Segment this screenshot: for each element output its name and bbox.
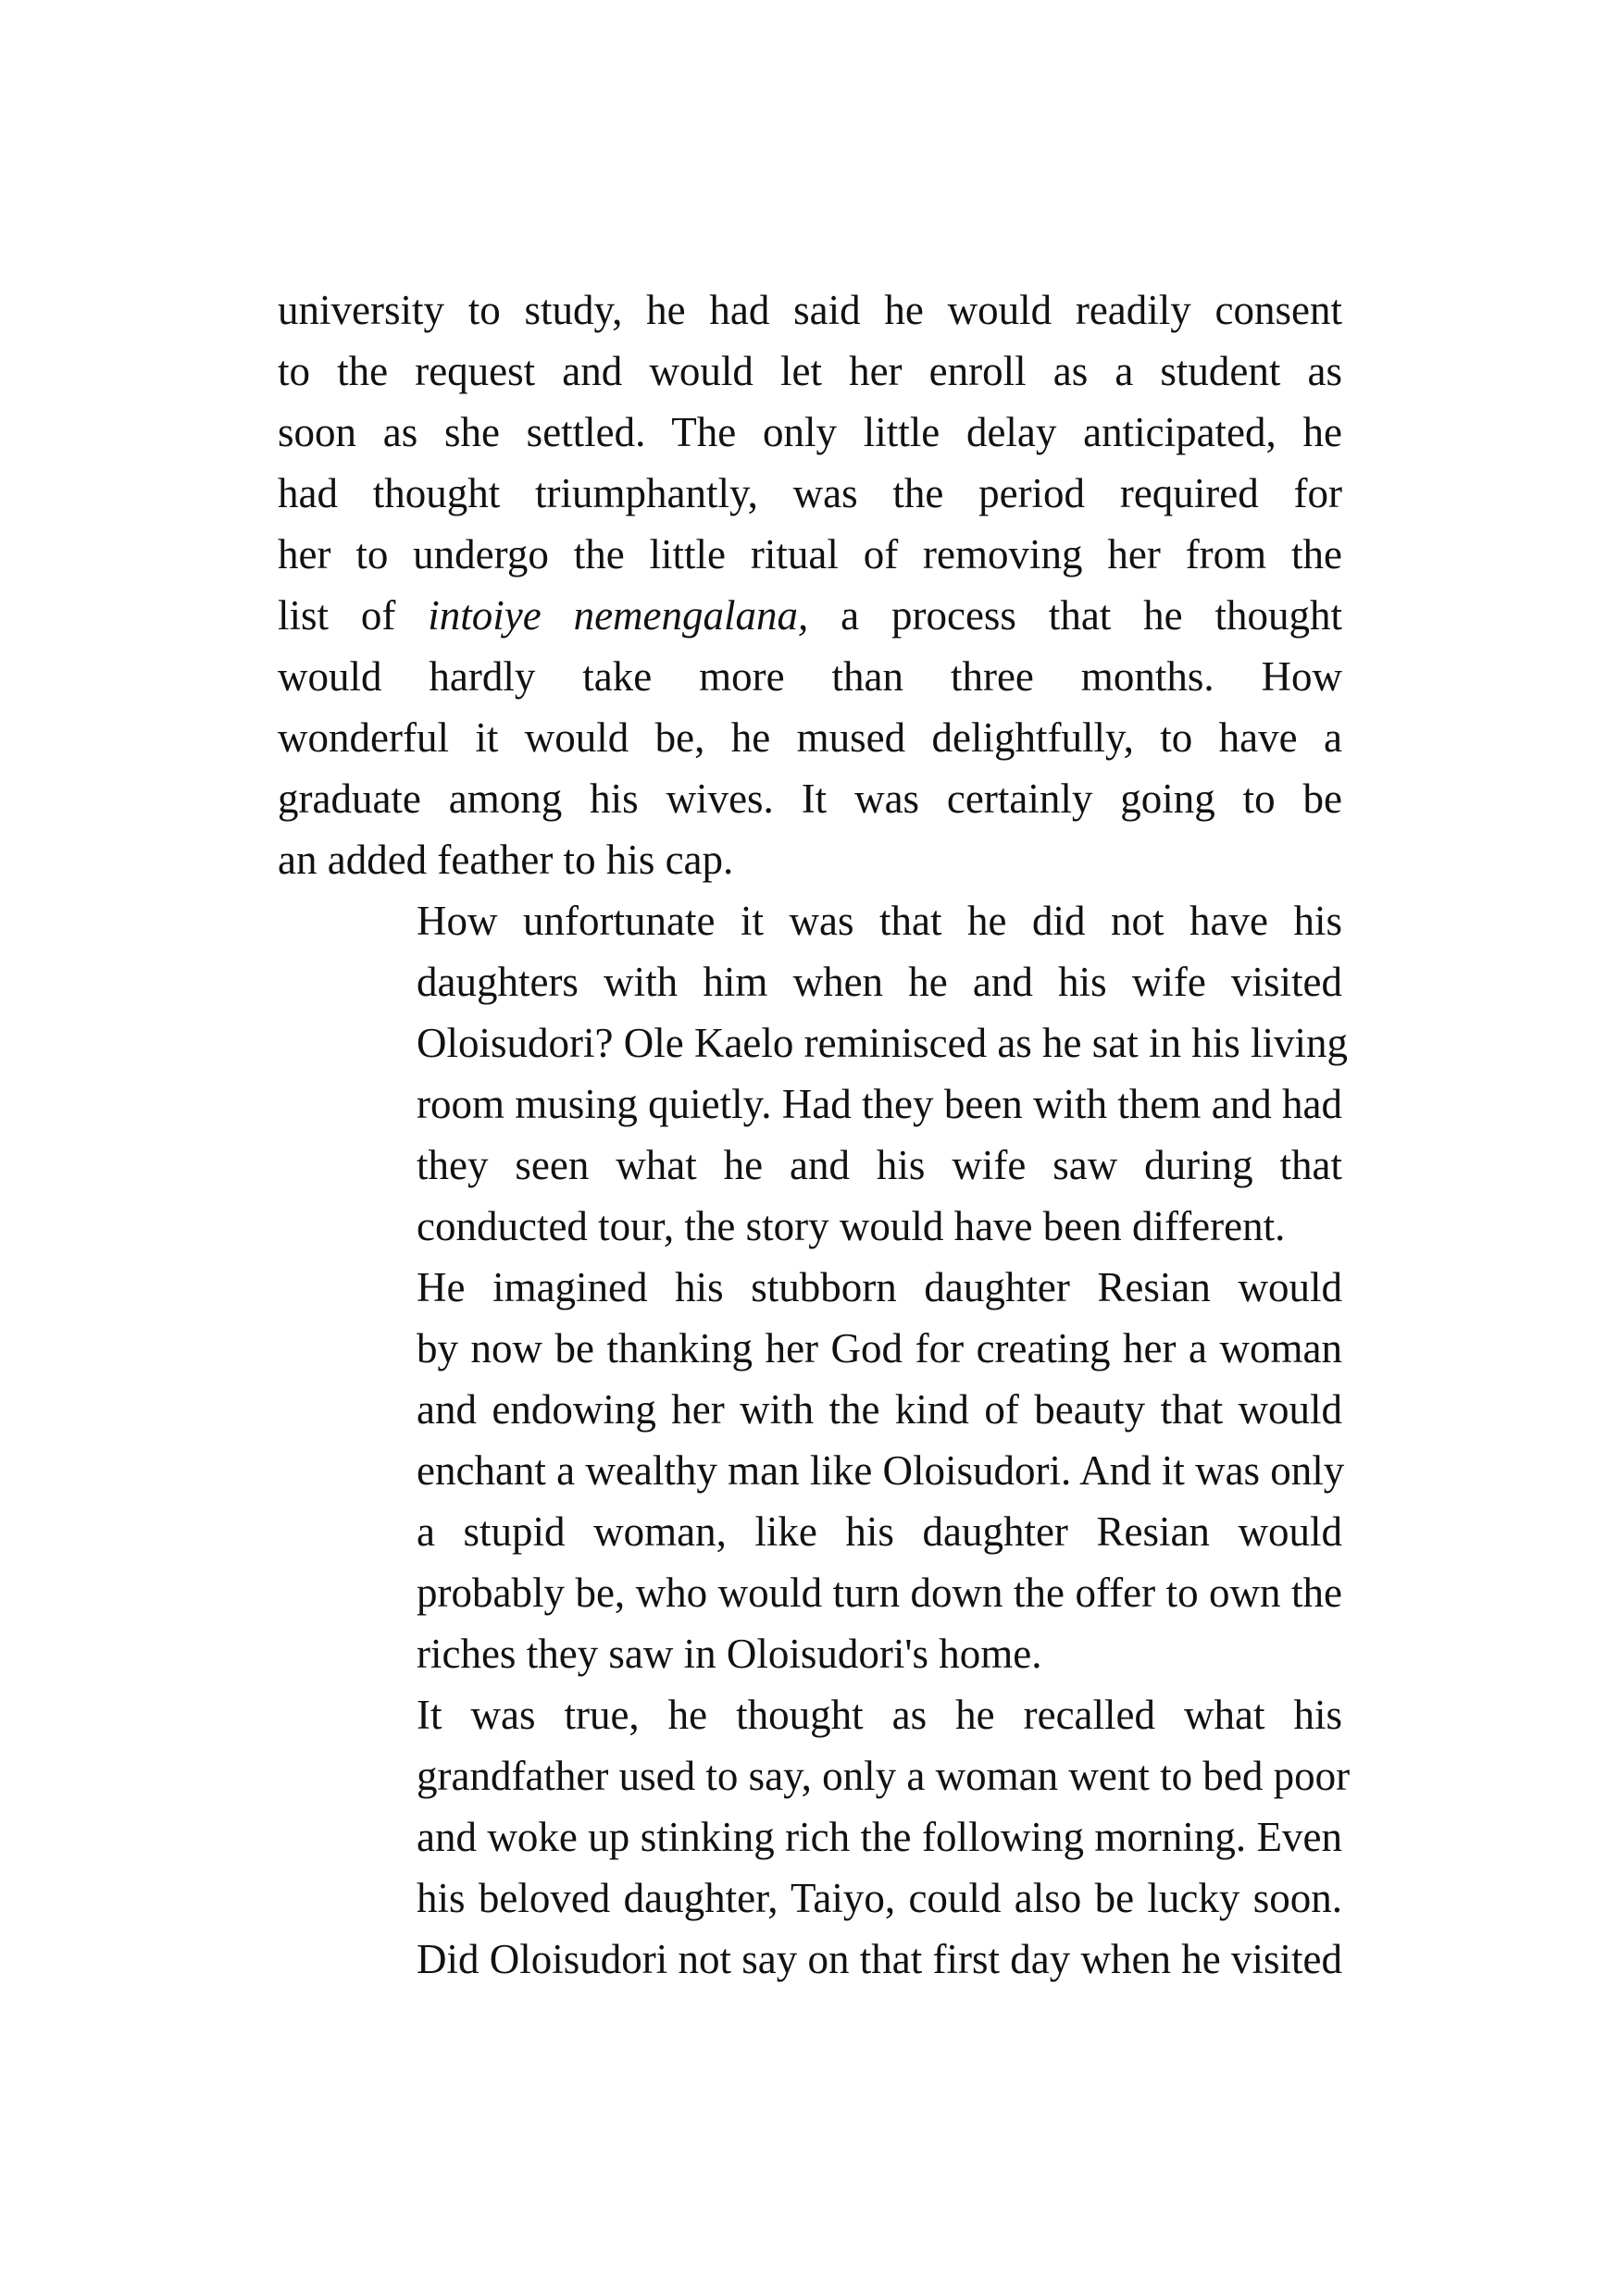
paragraph <box>278 1257 1345 1684</box>
text-line <box>278 951 1342 1012</box>
paragraph <box>278 1684 1351 1990</box>
text-segment: an added feather to his cap. <box>278 837 734 883</box>
text-segment: graduate among his wives. It was certainly going to be <box>278 776 1342 822</box>
text-line <box>278 1501 1342 1562</box>
text-segment: He imagined his stubborn daughter Resian would <box>417 1264 1342 1310</box>
text-segment: Oloisudori? Ole Kaelo reminisced as he sat in his living <box>417 1020 1349 1066</box>
text-line <box>278 646 1342 707</box>
text-segment: enchant a wealthy man like Oloisudori. And it was only <box>417 1447 1345 1494</box>
text-line <box>278 1562 1342 1623</box>
text-line <box>278 1196 1342 1257</box>
text-line <box>278 1806 1342 1868</box>
text-line <box>278 1929 1342 1990</box>
paragraph <box>278 279 1342 890</box>
text-line <box>278 768 1342 829</box>
text-segment: a process that he thought <box>808 592 1343 639</box>
text-line <box>278 524 1342 585</box>
text-segment: her to undergo the little ritual of removing her from the <box>278 531 1342 577</box>
body-text <box>278 279 1351 1990</box>
text-line <box>278 1135 1342 1196</box>
text-line <box>278 402 1342 463</box>
text-segment: How unfortunate it was that he did not have his <box>417 898 1342 944</box>
text-line <box>278 1012 1349 1074</box>
text-segment: his beloved daughter, Taiyo, could also be lucky soon. <box>417 1875 1342 1921</box>
text-line <box>278 279 1342 341</box>
text-segment: probably be, who would turn down the offer to own the <box>417 1570 1342 1616</box>
text-segment: they seen what he and his wife saw during that <box>417 1142 1342 1188</box>
text-line <box>278 1868 1342 1929</box>
text-segment: wonderful it would be, he mused delightfully, to have a <box>278 714 1342 761</box>
text-segment: would hardly take more than three months. How <box>278 653 1342 700</box>
text-segment: grandfather used to say, only a woman went to bed poor <box>417 1753 1351 1799</box>
text-line <box>278 585 1342 646</box>
text-line <box>278 1623 1342 1684</box>
text-line <box>278 463 1342 524</box>
text-line <box>278 1440 1345 1501</box>
text-segment: riches they saw in Oloisudori's home. <box>417 1631 1042 1677</box>
text-segment: had thought triumphantly, was the period required for <box>278 470 1342 516</box>
text-line <box>278 707 1342 768</box>
text-line <box>278 1074 1342 1135</box>
text-segment: soon as she settled. The only little delay anticipated, he <box>278 409 1342 455</box>
text-line <box>278 1379 1342 1440</box>
text-segment: daughters with him when he and his wife visited <box>417 959 1342 1005</box>
text-segment: university to study, he had said he would readily consent <box>278 287 1342 333</box>
text-line <box>278 1745 1351 1806</box>
text-line <box>278 829 1342 890</box>
text-line <box>278 890 1342 951</box>
text-segment: a stupid woman, like his daughter Resian would <box>417 1508 1342 1555</box>
text-line <box>278 1257 1342 1318</box>
text-segment: list of <box>278 592 429 639</box>
text-line <box>278 1684 1342 1745</box>
text-segment: It was true, he thought as he recalled what his <box>417 1692 1342 1738</box>
text-line <box>278 341 1342 402</box>
italic-term: intoiye nemengalana, <box>428 592 809 639</box>
text-segment: Did Oloisudori not say on that first day when he visited <box>417 1936 1342 1982</box>
text-segment: room musing quietly. Had they been with them and had <box>417 1081 1342 1127</box>
paragraph <box>278 890 1349 1257</box>
text-segment: conducted tour, the story would have been different. <box>417 1203 1286 1249</box>
text-segment: to the request and would let her enroll as a student as <box>278 348 1342 394</box>
text-segment: by now be thanking her God for creating her a woman <box>417 1325 1342 1371</box>
text-line <box>278 1318 1342 1379</box>
text-segment: and endowing her with the kind of beauty that would <box>417 1386 1342 1433</box>
text-segment: and woke up stinking rich the following morning. Even <box>417 1814 1342 1860</box>
